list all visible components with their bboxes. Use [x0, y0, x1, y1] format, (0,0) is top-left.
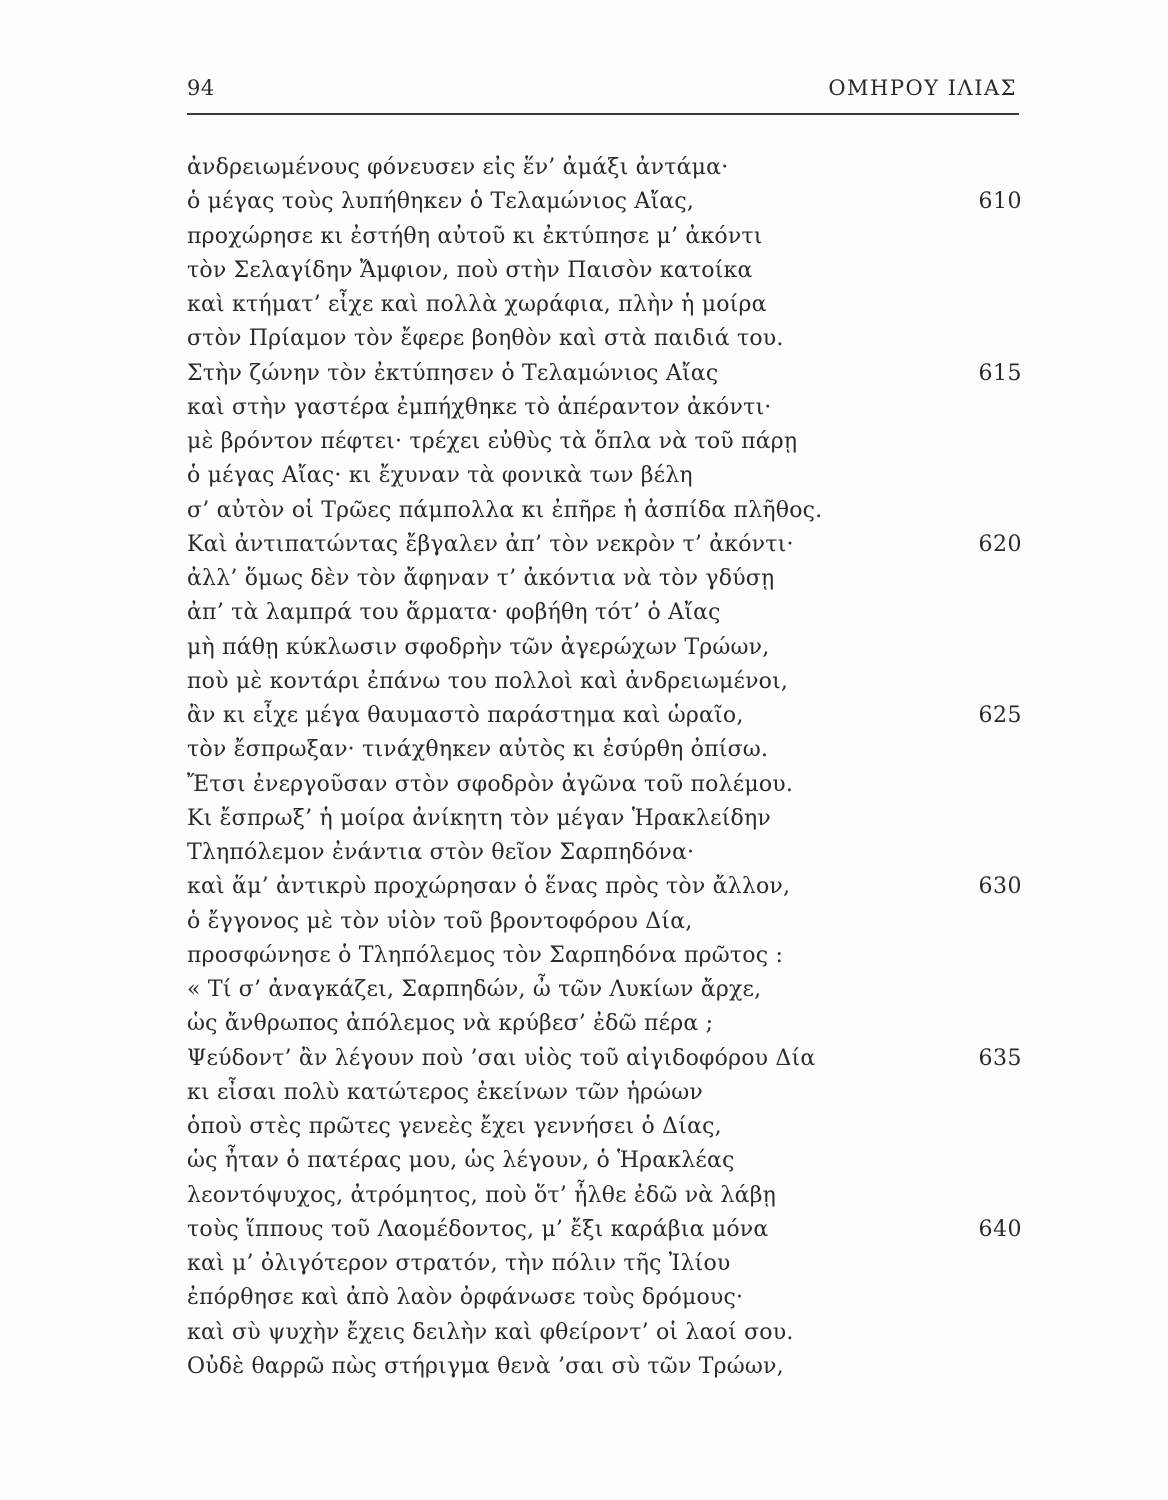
verse-line [187, 528, 1022, 562]
verse-text: ἂν κι εἶχε μέγα θαυμαστὸ παράστημα καὶ ὡραῖο, [187, 703, 744, 728]
verse-line [187, 1144, 1022, 1178]
verse-line [187, 357, 1022, 391]
verse-text: προχώρησε κι ἐστήθη αὐτοῦ κι ἐκτύπησε μ’ ἀκόντι [187, 223, 763, 249]
verse-block [187, 151, 1022, 1384]
line-number: 625 [978, 703, 1022, 728]
verse-line [187, 973, 1022, 1007]
line-number: 640 [978, 1216, 1022, 1242]
verse-line [187, 1350, 1022, 1384]
verse-line [187, 1042, 1022, 1076]
verse-line [187, 870, 1022, 904]
verse-line [187, 802, 1022, 836]
verse-text: Τληπόλεμον ἐνάντια στὸν θεῖον Σαρπηδόνα· [187, 840, 695, 865]
verse-text: καὶ στὴν γαστέρα ἐμπήχθηκε τὸ ἀπέραντον ἀκόντι· [187, 394, 772, 420]
verse-text: ὡς ἄνθρωπος ἀπόλεμος νὰ κρύβεσ’ ἐδῶ πέρα ; [187, 1011, 714, 1037]
verse-line [187, 699, 1022, 733]
verse-text: Οὐδὲ θαρρῶ πὼς στήριγμα θενὰ ’σαι σὺ τῶν Τρώων, [187, 1353, 784, 1379]
verse-text: ὁποὺ στὲς πρῶτες γενεὲς ἔχει γεννήσει ὁ Δίας, [187, 1114, 722, 1139]
verse-text: μὲ βρόντον πέφτει· τρέχει εὐθὺς τὰ ὅπλα νὰ τοῦ πάρῃ [187, 429, 798, 454]
verse-line [187, 494, 1022, 528]
verse-line [187, 1110, 1022, 1144]
verse-text: Καὶ ἀντιπατώντας ἔβγαλεν ἀπ’ τὸν νεκρὸν τ’ ἀκόντι· [187, 531, 794, 557]
verse-line [187, 768, 1022, 802]
verse-text: τὸν ἔσπρωξαν· τινάχθηκεν αὐτὸς κι ἐσύρθη ὀπίσω. [187, 737, 769, 763]
header-rule [187, 113, 1019, 115]
verse-text: ὡς ἦταν ὁ πατέρας μου, ὡς λέγουν, ὁ Ἡρακλέας [187, 1148, 735, 1174]
verse-line [187, 939, 1022, 973]
verse-line [187, 425, 1022, 459]
verse-text: ἀλλ’ ὅμως δὲν τὸν ἄφηναν τ’ ἀκόντια νὰ τὸν γδύσῃ [187, 566, 775, 591]
verse-line [187, 254, 1022, 288]
verse-text: σ’ αὐτὸν οἱ Τρῶες πάμπολλα κι ἐπῆρε ἡ ἀσπίδα πλῆθος. [187, 497, 823, 523]
verse-text: ὁ μέγας τοὺς λυπήθηκεν ὁ Τελαμώνιος Αἴας, [187, 189, 695, 215]
verse-line [187, 1076, 1022, 1110]
verse-line [187, 459, 1022, 493]
verse-text: καὶ σὺ ψυχὴν ἔχεις δειλὴν καὶ φθείροντ’ οἱ λαοί σου. [187, 1319, 794, 1345]
verse-text: καὶ μ’ ὀλιγότερον στρατόν, τὴν πόλιν τῆς Ἰλίου [187, 1251, 731, 1276]
verse-line [187, 836, 1022, 870]
verse-line [187, 596, 1022, 630]
verse-line [187, 1007, 1022, 1041]
verse-line [187, 562, 1022, 596]
verse-text: Στὴν ζώνην τὸν ἐκτύπησεν ὁ Τελαμώνιος Αἴας [187, 360, 719, 386]
verse-line [187, 220, 1022, 254]
verse-text: κι εἶσαι πολὺ κατώτερος ἐκείνων τῶν ἡρώων [187, 1079, 703, 1105]
verse-line [187, 288, 1022, 322]
verse-text: ὁ μέγας Αἴας· κι ἔχυναν τὰ φονικὰ των βέλη [187, 463, 693, 489]
verse-line [187, 1247, 1022, 1281]
verse-text: τὸν Σελαγίδην Ἄμφιον, ποὺ στὴν Παισὸν κατοίκα [187, 257, 753, 283]
verse-line [187, 322, 1022, 356]
verse-text: ποὺ μὲ κοντάρι ἐπάνω του πολλοὶ καὶ ἀνδρειωμένοι, [187, 668, 789, 694]
verse-text: καὶ ἅμ’ ἀντικρὺ προχώρησαν ὁ ἕνας πρὸς τὸν ἄλλον, [187, 874, 791, 900]
verse-text: ἀπ’ τὰ λαμπρά του ἅρματα· φοβήθη τότ’ ὁ Αἴας [187, 600, 721, 626]
verse-line [187, 1179, 1022, 1213]
line-number: 610 [978, 189, 1022, 215]
page-header [187, 76, 1017, 110]
verse-line [187, 185, 1022, 219]
verse-text: λεοντόψυχος, ἀτρόμητος, ποὺ ὅτ’ ἦλθε ἐδῶ νὰ λάβῃ [187, 1182, 777, 1208]
verse-text: ἀνδρειωμένους φόνευσεν εἰς ἕν’ ἀμάξι ἀντάμα· [187, 155, 729, 180]
verse-line [187, 905, 1022, 939]
line-number: 615 [978, 360, 1022, 386]
verse-text: καὶ κτήματ’ εἶχε καὶ πολλὰ χωράφια, πλὴν ἡ μοίρα [187, 292, 767, 317]
verse-text: μὴ πάθῃ κύκλωσιν σφοδρὴν τῶν ἀγερώχων Τρώων, [187, 634, 770, 660]
line-number: 630 [978, 874, 1022, 900]
running-title: ΟΜΗΡΟΥ ΙΛΙΑΣ [828, 76, 1017, 100]
verse-text: « Τί σ’ ἀναγκάζει, Σαρπηδών, ὦ τῶν Λυκίων ἄρχε, [187, 977, 762, 1002]
verse-line [187, 631, 1022, 665]
verse-text: προσφώνησε ὁ Τληπόλεμος τὸν Σαρπηδόνα πρῶτος : [187, 942, 784, 968]
verse-text: Κι ἔσπρωξ’ ἡ μοίρα ἀνίκητη τὸν μέγαν Ἡρακλείδην [187, 805, 771, 831]
verse-line [187, 1316, 1022, 1350]
verse-text: ἐπόρθησε καὶ ἀπὸ λαὸν ὀρφάνωσε τοὺς δρόμους· [187, 1285, 744, 1311]
page-number: 94 [187, 76, 215, 100]
verse-line [187, 733, 1022, 767]
verse-line [187, 1213, 1022, 1247]
verse-line [187, 391, 1022, 425]
verse-text: Ψεύδοντ’ ἂν λέγουν ποὺ ’σαι υἱὸς τοῦ αἰγιδοφόρου Δία [187, 1045, 816, 1071]
verse-text: τοὺς ἵππους τοῦ Λαομέδοντος, μ’ ἔξι καράβια μόνα [187, 1216, 769, 1242]
verse-text: ὁ ἔγγονος μὲ τὸν υἱὸν τοῦ βροντοφόρου Δία, [187, 908, 693, 934]
verse-text: στὸν Πρίαμον τὸν ἔφερε βοηθὸν καὶ στὰ παιδιά του. [187, 326, 784, 352]
verse-text: Ἔτσι ἐνεργοῦσαν στὸν σφοδρὸν ἀγῶνα τοῦ πολέμου. [187, 771, 794, 797]
verse-line [187, 1281, 1022, 1315]
line-number: 620 [978, 531, 1022, 557]
line-number: 635 [978, 1045, 1022, 1071]
verse-line [187, 151, 1022, 185]
verse-line [187, 665, 1022, 699]
